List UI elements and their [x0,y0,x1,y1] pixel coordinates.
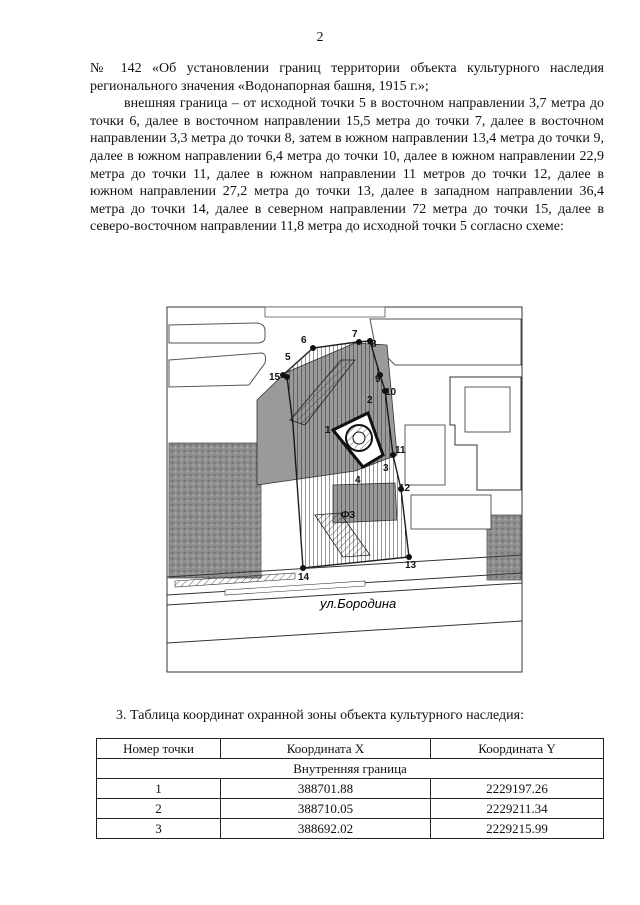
label-point-9: 9 [375,374,381,385]
label-point-15: 15 [269,372,281,383]
header-point-number: Номер точки [97,739,221,759]
street-label: ул.Бородина [320,596,397,611]
table-section-row [97,759,604,779]
cell-y: 2229215.99 [431,819,604,839]
coordinates-table [96,738,604,839]
label-point-5: 5 [285,352,291,363]
cell-point: 3 [97,819,221,839]
block-top-right [370,319,521,365]
page-number: 2 [316,30,324,45]
point-15 [280,372,286,378]
cell-x: 388701.88 [221,779,431,799]
label-point-7: 7 [352,329,358,340]
block-top-left [169,323,265,343]
cell-y: 2229211.34 [431,799,604,819]
header-coordinate-y: Координата Y [431,739,604,759]
label-point-6: 6 [301,335,307,346]
paragraph-decree-title: № 142 «Об установлении границ территории объекта культурного наследия регионального значения «Водонапорная башня, 1915 г.»; [90,61,604,94]
building-right-inner [465,387,510,432]
header-coordinate-x: Координата X [221,739,431,759]
table-header-row [97,739,604,759]
green-area-right [487,515,521,580]
label-point-14: 14 [298,572,310,583]
paragraph-outer-boundary: внешняя граница – от исходной точки 5 в восточном направлении 3,7 метра до точки 6, далее в восточном направлении 15,5 метра до точки 7, далее в восточном направлении 3,3 метра до точки 8, затем в южном направлении 13,4 метра до точки 9, далее в южном направлении 6,4 метра до точки 10, далее в южном направлении 22,9 метра до точки 11, далее в южном направлении 11 метров до точки 12, далее в южном направлении 27,2 метра до точки 13, далее в западном направлении 36,4 метра до точки 14, далее в северном направлении 72 метра до точки 15, далее в северо-восточном направлении 11,8 метра до исходной точки 5 согласно схеме: [90,96,604,235]
label-point-8: 8 [371,339,377,350]
building-right-small [405,425,445,485]
water-tower-core [353,432,365,444]
label-point-12: 12 [399,483,411,494]
table-row [97,779,604,799]
point-14 [300,565,306,571]
cell-point: 1 [97,779,221,799]
label-point-4: 4 [355,475,361,486]
green-area-left [169,443,261,578]
body-text [90,60,604,236]
table-row [97,819,604,839]
cell-y: 2229197.26 [431,779,604,799]
building-right-low [411,495,491,529]
label-point-3: 3 [383,463,389,474]
cell-x: 388710.05 [221,799,431,819]
table-row [97,799,604,819]
cell-point: 2 [97,799,221,819]
label-point-10: 10 [385,387,397,398]
label-point-1: 1 [325,425,331,436]
table-caption: 3. Таблица координат охранной зоны объекта культурного наследия: [116,708,524,723]
label-building: Ф3 [341,510,356,521]
label-point-11: 11 [395,445,406,456]
boundary-scheme-map [165,305,525,675]
cell-x: 388692.02 [221,819,431,839]
label-point-2: 2 [367,395,373,406]
point-6 [310,345,316,351]
block-top-strip [265,307,385,317]
label-point-13: 13 [405,560,417,571]
section-inner-boundary: Внутренняя граница [97,759,604,779]
